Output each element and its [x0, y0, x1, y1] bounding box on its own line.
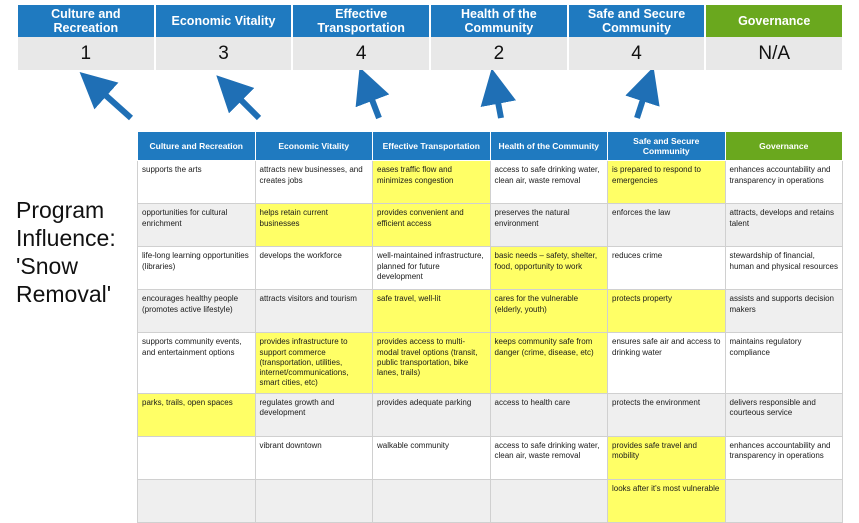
table-row — [138, 333, 843, 393]
arrow-up-left-icon-1 — [93, 84, 131, 118]
score-value: N/A — [758, 42, 791, 64]
matrix-cell: supports the arts — [138, 161, 256, 204]
table-row — [138, 290, 843, 333]
matrix-cell — [255, 479, 373, 522]
score-value: 2 — [493, 42, 505, 64]
matrix-cell: vibrant downtown — [255, 436, 373, 479]
scorecard-header-label: Health of the Community — [461, 6, 537, 35]
scorecard-header-label: Effective Transportation — [317, 6, 405, 35]
matrix-cell: attracts, develops and retains talent — [725, 204, 843, 247]
matrix-cell: opportunities for cultural enrichment — [138, 204, 256, 247]
table-row — [138, 247, 843, 290]
scorecard-header-cell-3 — [431, 5, 569, 37]
matrix-cell: attracts new businesses, and creates jobs — [255, 161, 373, 204]
scorecard-header-label: Economic Vitality — [171, 13, 276, 28]
matrix-cell: stewardship of financial, human and physical resources — [725, 247, 843, 290]
matrix-cell: develops the workforce — [255, 247, 373, 290]
matrix-cell: provides safe travel and mobility — [608, 436, 726, 479]
program-influence-caption: Program Influence: 'Snow Removal' — [16, 197, 116, 308]
matrix-cell: eases traffic flow and minimizes congestion — [373, 161, 491, 204]
matrix-cell: access to health care — [490, 393, 608, 436]
matrix-cell: provides convenient and efficient access — [373, 204, 491, 247]
score-cell-economic-vitality — [156, 37, 294, 70]
matrix-cell: basic needs – safety, shelter, food, opportunity to work — [490, 247, 608, 290]
matrix-cell: helps retain current businesses — [255, 204, 373, 247]
outcomes-matrix-table — [137, 131, 843, 523]
matrix-cell: cares for the vulnerable (elderly, youth) — [490, 290, 608, 333]
matrix-cell: walkable community — [373, 436, 491, 479]
table-row — [138, 436, 843, 479]
matrix-cell — [490, 479, 608, 522]
matrix-col-header-culture-and-recreation: Culture and Recreation — [138, 132, 256, 161]
matrix-cell — [725, 479, 843, 522]
arrow-up-left-icon-4 — [495, 86, 501, 118]
matrix-cell: delivers responsible and courteous service — [725, 393, 843, 436]
matrix-cell: access to safe drinking water, clean air, waste removal — [490, 161, 608, 204]
matrix-cell: enforces the law — [608, 204, 726, 247]
matrix-cell: life-long learning opportunities (libraries) — [138, 247, 256, 290]
matrix-cell: parks, trails, open spaces — [138, 393, 256, 436]
matrix-cell — [138, 479, 256, 522]
score-cell-health-of-the-community — [431, 37, 569, 70]
matrix-cell: provides access to multi-modal travel options (transit, public transportation, bike lanes, trails) — [373, 333, 491, 393]
matrix-cell: is prepared to respond to emergencies — [608, 161, 726, 204]
scorecard-score-row — [18, 37, 842, 70]
matrix-cell: supports community events, and entertainment options — [138, 333, 256, 393]
score-value: 4 — [631, 42, 642, 64]
score-value: 1 — [80, 42, 92, 64]
matrix-cell: provides adequate parking — [373, 393, 491, 436]
score-value: 4 — [355, 42, 367, 64]
scorecard-header-label: Culture and Recreation — [51, 6, 121, 35]
matrix-cell: safe travel, well-lit — [373, 290, 491, 333]
score-cell-effective-transportation — [293, 37, 431, 70]
score-cell-culture-and-recreation — [18, 37, 156, 70]
arrow-up-right-icon-5 — [637, 84, 648, 118]
scorecard-header-cell-0 — [18, 5, 156, 37]
scorecard-header-cell-4 — [569, 5, 707, 37]
matrix-cell: keeps community safe from danger (crime, disease, etc) — [490, 333, 608, 393]
matrix-cell — [138, 436, 256, 479]
scorecard-header-label: Safe and Secure Community — [587, 6, 686, 35]
matrix-cell: reduces crime — [608, 247, 726, 290]
matrix-cell: protects the environment — [608, 393, 726, 436]
scorecard-header-label: Governance — [738, 13, 811, 28]
score-cell-governance — [706, 37, 842, 70]
matrix-cell: encourages healthy people (promotes active lifestyle) — [138, 290, 256, 333]
score-cell-safe-and-secure-community — [569, 37, 707, 70]
matrix-cell: provides infrastructure to support commerce (transportation, utilities, internet/communications, smart cities, etc) — [255, 333, 373, 393]
matrix-col-header-effective-transportation: Effective Transportation — [373, 132, 491, 161]
scorecard-header-cell-5 — [706, 5, 842, 37]
arrow-up-left-icon-3 — [366, 84, 379, 118]
matrix-cell: access to safe drinking water, clean air, waste removal — [490, 436, 608, 479]
matrix-cell: ensures safe air and access to drinking water — [608, 333, 726, 393]
table-row — [138, 393, 843, 436]
matrix-col-header-safe-and-secure-community: Safe and Secure Community — [608, 132, 726, 161]
matrix-cell: preserves the natural environment — [490, 204, 608, 247]
arrow-up-left-icon-2 — [229, 88, 259, 118]
matrix-cell: regulates growth and development — [255, 393, 373, 436]
matrix-cell — [373, 479, 491, 522]
matrix-cell: protects property — [608, 290, 726, 333]
matrix-cell: enhances accountability and transparency in operations — [725, 161, 843, 204]
matrix-cell: well-maintained infrastructure, planned for future development — [373, 247, 491, 290]
scorecard-header-cell-2 — [293, 5, 431, 37]
matrix-header-row — [138, 132, 843, 161]
matrix-cell: maintains regulatory compliance — [725, 333, 843, 393]
matrix-col-header-economic-vitality: Economic Vitality — [255, 132, 373, 161]
matrix-cell: looks after it's most vulnerable — [608, 479, 726, 522]
matrix-cell: attracts visitors and tourism — [255, 290, 373, 333]
matrix-col-header-governance: Governance — [725, 132, 843, 161]
table-row — [138, 479, 843, 522]
matrix-col-header-health-of-the-community: Health of the Community — [490, 132, 608, 161]
matrix-cell: enhances accountability and transparency in operations — [725, 436, 843, 479]
table-row — [138, 204, 843, 247]
scorecard-header-cell-1 — [156, 5, 294, 37]
score-value: 3 — [218, 42, 229, 64]
matrix-cell: assists and supports decision makers — [725, 290, 843, 333]
table-row — [138, 161, 843, 204]
scorecard-header-row — [18, 5, 842, 37]
arrow-group — [0, 70, 859, 132]
